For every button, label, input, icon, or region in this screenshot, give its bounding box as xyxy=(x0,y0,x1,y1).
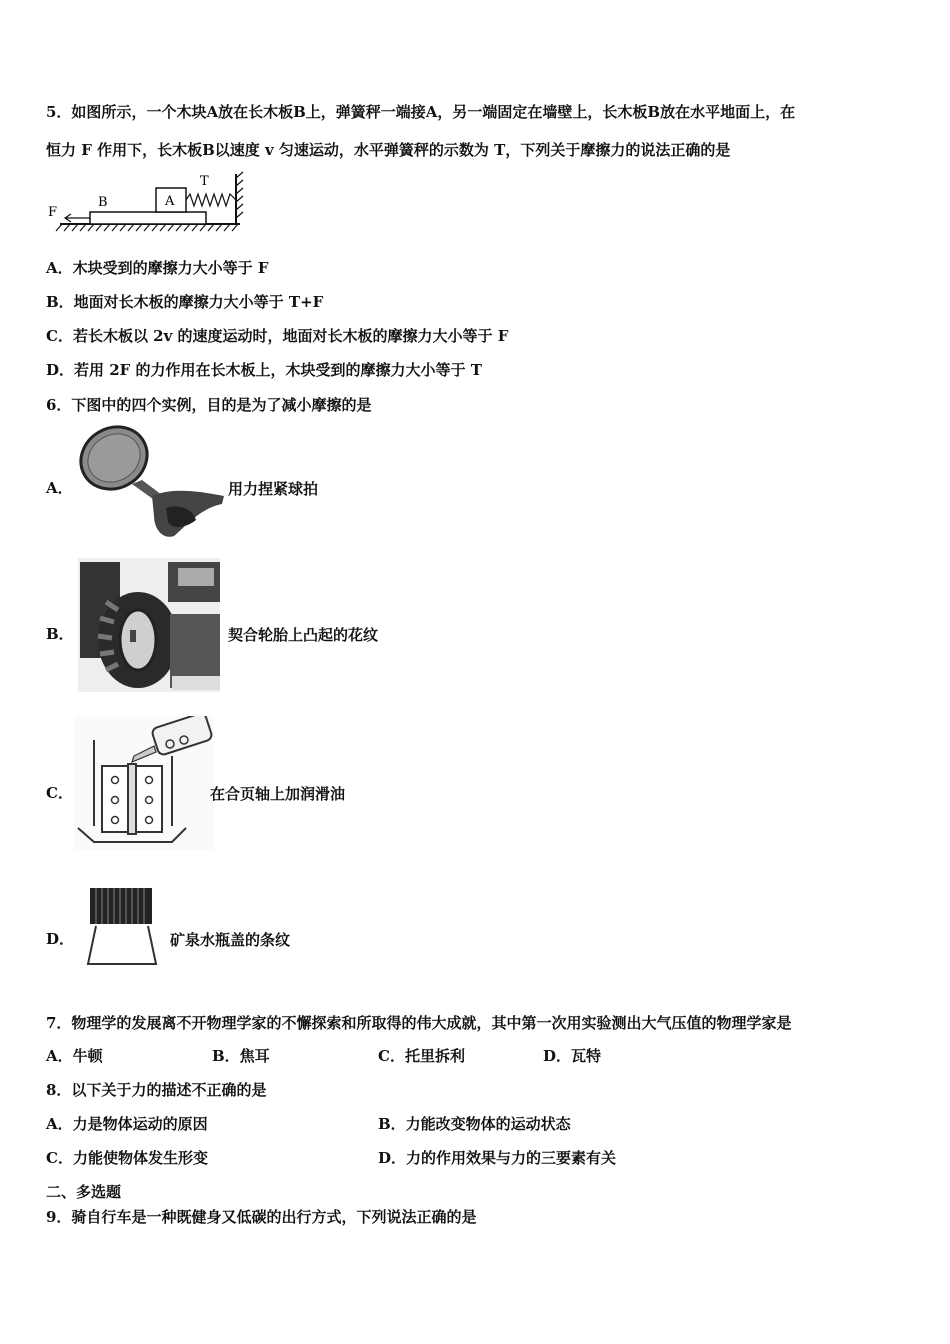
q6-option-a-caption: 用力捏紧球拍 xyxy=(228,480,319,498)
q6-option-d-caption: 矿泉水瓶盖的条纹 xyxy=(170,931,291,949)
label-t: T xyxy=(200,174,209,189)
bottle-cap-image xyxy=(84,884,164,970)
hinge-image xyxy=(74,716,214,850)
ground-hatching xyxy=(56,224,238,231)
racket-image xyxy=(74,424,230,542)
label-a: A xyxy=(165,194,175,209)
q7-option-c: C．托里拆利 xyxy=(378,1047,465,1065)
spring xyxy=(186,194,236,206)
q5-option-d: D．若用 2F 的力作用在长木板上，木块受到的摩擦力大小等于 T xyxy=(46,361,482,379)
section-title: 二、多选题 xyxy=(46,1183,122,1201)
q6-option-a-label: A． xyxy=(46,479,73,497)
q5-option-c: C．若长木板以 2v 的速度运动时，地面对长木板的摩擦力大小等于 F xyxy=(46,327,509,345)
q8-option-a: A．力是物体运动的原因 xyxy=(46,1115,208,1133)
q8-option-b: B．力能改变物体的运动状态 xyxy=(378,1115,571,1133)
q5-option-b: B．地面对长木板的摩擦力大小等于 T+F xyxy=(46,293,324,311)
q6-stem: 6．下图中的四个实例，目的是为了减小摩擦的是 xyxy=(46,396,372,414)
q6-option-b-caption: 契合轮胎上凸起的花纹 xyxy=(228,626,379,644)
q6-option-d-label: D． xyxy=(46,930,75,948)
q5-option-a: A．木块受到的摩擦力大小等于 F xyxy=(46,259,269,277)
q7-option-d: D．瓦特 xyxy=(543,1047,602,1065)
tire-image xyxy=(78,558,220,692)
q7-stem: 7．物理学的发展离不开物理学家的不懈探索和所取得的伟大成就，其中第一次用实验测出大气压值的物理学家是 xyxy=(46,1014,792,1032)
q7-option-a: A．牛顿 xyxy=(46,1047,103,1065)
q9-stem: 9．骑自行车是一种既健身又低碳的出行方式，下列说法正确的是 xyxy=(46,1208,477,1226)
label-f: F xyxy=(48,205,58,220)
q5-figure xyxy=(44,170,249,232)
q8-stem: 8．以下关于力的描述不正确的是 xyxy=(46,1081,267,1099)
q7-option-b: B．焦耳 xyxy=(212,1047,270,1065)
q8-option-c: C．力能使物体发生形变 xyxy=(46,1149,208,1167)
label-b: B xyxy=(98,195,108,210)
q6-option-c-label: C． xyxy=(46,784,73,802)
q8-option-d: D．力的作用效果与力的三要素有关 xyxy=(378,1149,617,1167)
q6-option-c-caption: 在合页轴上加润滑油 xyxy=(210,785,346,803)
board-b xyxy=(90,212,206,224)
q5-stem-line2: 恒力 F 作用下，长木板B以速度 v 匀速运动，水平弹簧秤的示数为 T，下列关于摩擦力的说法正确的是 xyxy=(46,141,731,159)
q5-stem-line1: 5．如图所示，一个木块A放在长木板B上，弹簧秤一端接A，另一端固定在墙壁上，长木板B放在水平地面上，在 xyxy=(46,103,796,121)
wall-hatching xyxy=(236,172,243,218)
q6-option-b-label: B． xyxy=(46,625,74,643)
